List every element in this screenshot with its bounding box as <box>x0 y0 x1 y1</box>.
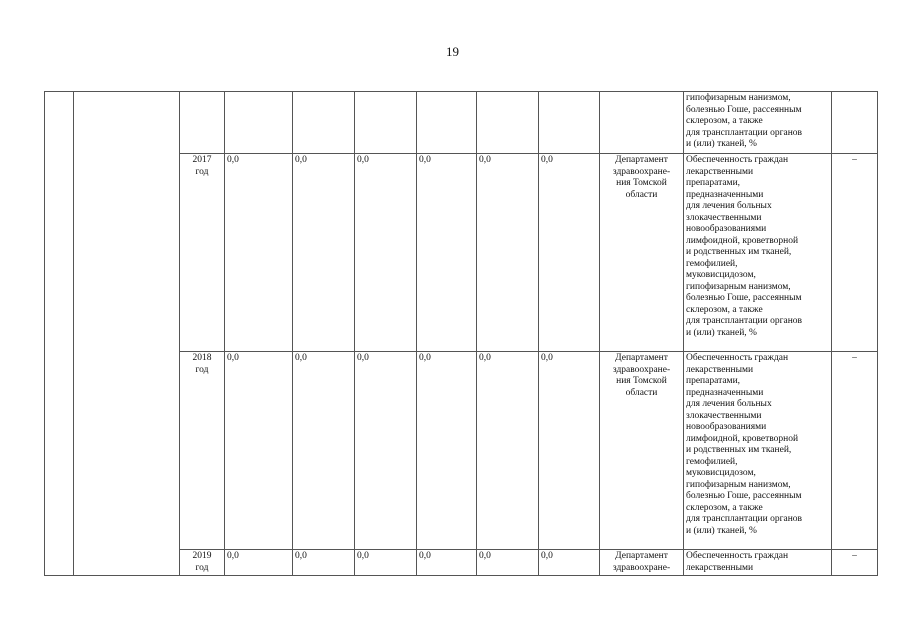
value-cell <box>293 352 355 550</box>
value-text: 0,0 <box>295 155 307 165</box>
indicator-line: гипофизарным нанизмом, <box>686 93 791 103</box>
indicator-line: злокачественными <box>686 212 762 223</box>
value-cell <box>293 154 355 352</box>
year-cell <box>180 352 225 550</box>
year-label: 2019 год <box>192 551 212 573</box>
indicator-line: склерозом, а также <box>686 116 763 126</box>
value-cell <box>225 550 293 576</box>
year-cell <box>180 154 225 352</box>
number-cell <box>45 92 74 576</box>
indicator-cell <box>684 550 832 576</box>
value-cell <box>355 154 417 352</box>
indicator-line: и (или) тканей, % <box>686 327 757 338</box>
value-text: 0,0 <box>357 551 369 561</box>
value-cell <box>355 352 417 550</box>
indicator-line: болезнью Гоше, рассеянным <box>686 491 802 501</box>
department-cell <box>600 550 684 576</box>
value-cell <box>355 92 417 154</box>
indicator-line: и (или) тканей, % <box>686 525 757 536</box>
indicator-line: муковисцидозом, <box>686 270 756 280</box>
indicator-line: препаратами, <box>686 376 741 386</box>
indicator-line: и родственных им тканей, <box>686 445 792 455</box>
indicator-line: для трансплантации органов <box>686 514 803 524</box>
value-cell <box>417 154 477 352</box>
indicator-line: болезнью Гоше, рассеянным <box>686 104 802 115</box>
department-text: Департамент здравоохране- ния Томской области <box>612 353 671 398</box>
value-cell <box>225 92 293 154</box>
value-text: 0,0 <box>541 155 553 165</box>
value-text: 0,0 <box>419 155 431 165</box>
indicator-line: склерозом, а также <box>686 502 763 513</box>
value-cell <box>477 92 539 154</box>
value-text: 0,0 <box>227 155 239 165</box>
value-cell <box>225 352 293 550</box>
indicator-line: препаратами, <box>686 178 741 188</box>
value-text: 0,0 <box>295 551 307 561</box>
indicator-line: гипофизарным нанизмом, <box>686 281 791 292</box>
indicator-line: для трансплантации органов <box>686 127 803 138</box>
indicator-line: лекарственными <box>686 364 754 375</box>
indicator-line: предназначенными <box>686 387 764 398</box>
value-text: 0,0 <box>357 155 369 165</box>
indicator-line: лекарственными <box>686 166 754 177</box>
value-text: 0,0 <box>295 353 307 363</box>
indicator-line: гемофилией, <box>686 456 738 467</box>
indicator-line: злокачественными <box>686 410 762 421</box>
program-table <box>44 91 878 576</box>
value-text: 0,0 <box>227 353 239 363</box>
value-cell <box>477 154 539 352</box>
indicator-value-cell <box>832 92 878 154</box>
value-cell <box>539 92 600 154</box>
year-cell <box>180 92 225 154</box>
value-cell <box>293 550 355 576</box>
indicator-line: Обеспеченность граждан <box>686 551 789 561</box>
indicator-line: лимфоидной, кроветворной <box>686 433 799 444</box>
value-text: 0,0 <box>479 551 491 561</box>
indicator-line: лимфоидной, кроветворной <box>686 235 799 246</box>
indicator-line: и (или) тканей, % <box>686 139 757 149</box>
indicator-line: гипофизарным нанизмом, <box>686 479 791 490</box>
indicator-cell <box>684 352 832 550</box>
department-cell <box>600 92 684 154</box>
indicator-line: для трансплантации органов <box>686 316 803 326</box>
indicator-value-cell <box>832 550 878 576</box>
value-cell <box>417 550 477 576</box>
indicator-line: для лечения больных <box>686 201 772 211</box>
indicator-cell <box>684 154 832 352</box>
indicator-line: новообразованиями <box>686 224 767 234</box>
value-cell <box>477 550 539 576</box>
indicator-line: для лечения больных <box>686 399 772 409</box>
year-label: 2018 год <box>192 353 212 375</box>
indicator-value: – <box>852 551 857 561</box>
value-text: 0,0 <box>479 155 491 165</box>
value-cell <box>477 352 539 550</box>
indicator-value-cell <box>832 154 878 352</box>
indicator-line: склерозом, а также <box>686 304 763 315</box>
indicator-line: предназначенными <box>686 189 764 200</box>
year-cell <box>180 550 225 576</box>
value-cell <box>225 154 293 352</box>
table-row <box>45 92 878 154</box>
value-cell <box>417 352 477 550</box>
indicator-line: и родственных им тканей, <box>686 247 792 257</box>
department-cell <box>600 154 684 352</box>
value-cell <box>539 550 600 576</box>
value-text: 0,0 <box>541 353 553 363</box>
indicator-line: Обеспеченность граждан <box>686 155 789 165</box>
indicator-cell <box>684 92 832 154</box>
department-text: Департамент здравоохране- <box>612 551 671 573</box>
indicator-value-cell <box>832 352 878 550</box>
value-text: 0,0 <box>541 551 553 561</box>
indicator-value: – <box>852 353 857 363</box>
value-cell <box>539 352 600 550</box>
value-text: 0,0 <box>227 551 239 561</box>
value-text: 0,0 <box>419 353 431 363</box>
value-cell <box>417 92 477 154</box>
indicator-value: – <box>852 155 857 165</box>
department-cell <box>600 352 684 550</box>
value-text: 0,0 <box>357 353 369 363</box>
value-cell <box>539 154 600 352</box>
indicator-line: болезнью Гоше, рассеянным <box>686 293 802 303</box>
indicator-line: Обеспеченность граждан <box>686 353 789 363</box>
value-cell <box>293 92 355 154</box>
measure-name-cell <box>74 92 180 576</box>
value-text: 0,0 <box>479 353 491 363</box>
year-label: 2017 год <box>192 155 212 177</box>
department-text: Департамент здравоохране- ния Томской области <box>612 155 671 200</box>
page-number: 19 <box>446 44 459 59</box>
indicator-line: новообразованиями <box>686 422 767 432</box>
indicator-line: муковисцидозом, <box>686 468 756 478</box>
indicator-line: гемофилией, <box>686 258 738 269</box>
indicator-line: лекарственными <box>686 562 754 573</box>
value-cell <box>355 550 417 576</box>
value-text: 0,0 <box>419 551 431 561</box>
